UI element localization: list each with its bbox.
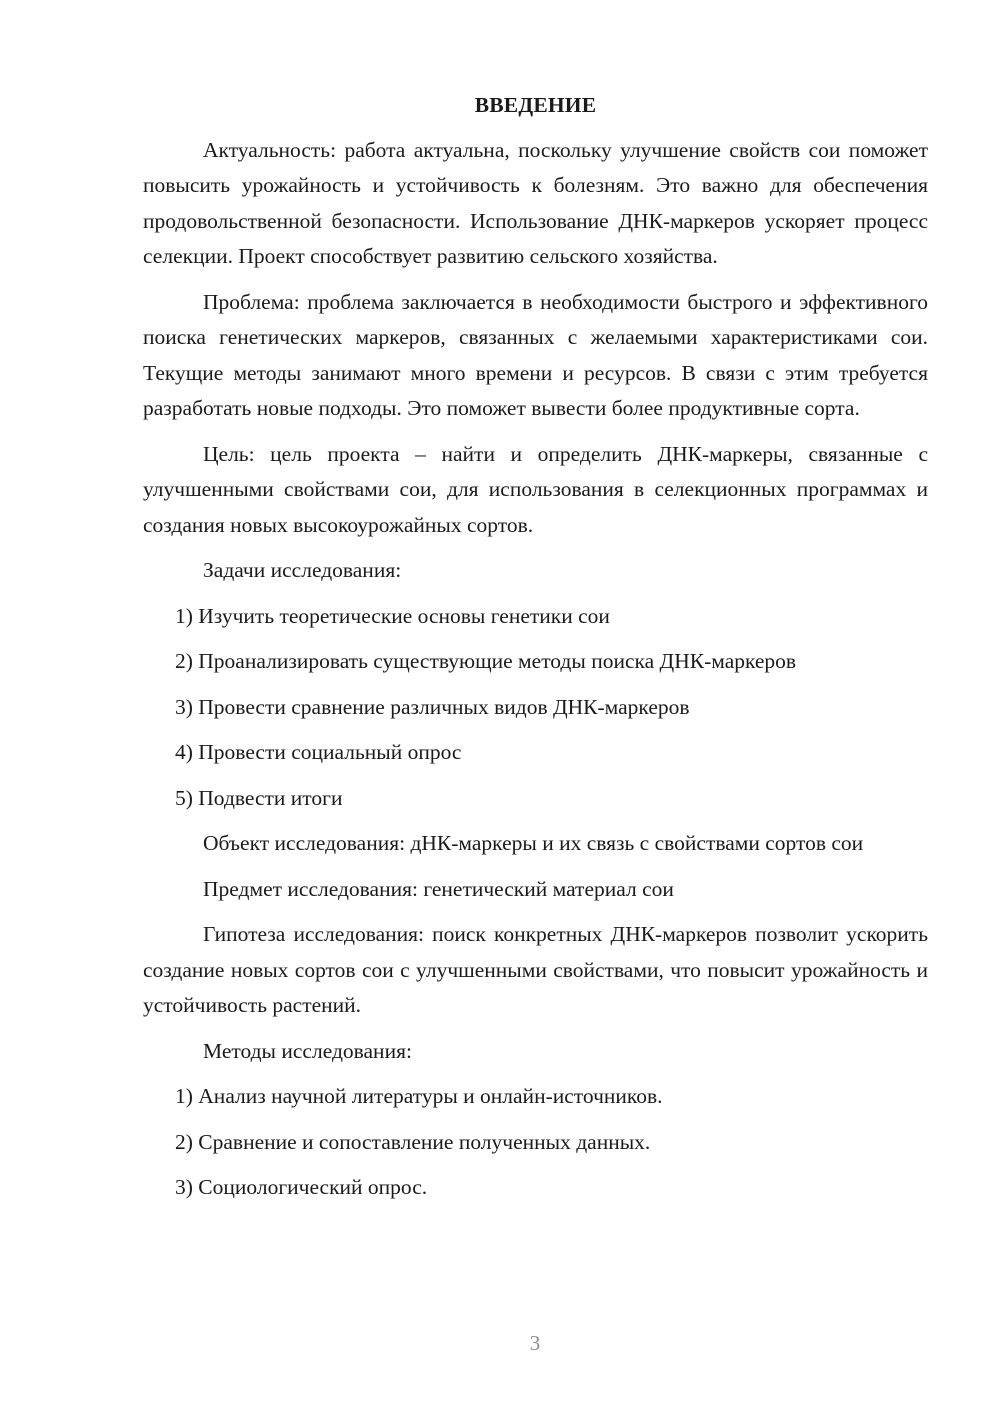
goal-paragraph: Цель: цель проекта – найти и определить ДНК-маркеры, связанные с улучшенными свойствами сои, для использования в селекционных программах и создания новых высокоурожайных сортов. bbox=[143, 441, 928, 537]
list-item: 2) Сравнение и сопоставление полученных данных. bbox=[175, 1129, 651, 1154]
object-paragraph: Объект исследования: дНК-маркеры и их связь с свойствами сортов сои bbox=[203, 831, 864, 855]
subject-paragraph: Предмет исследования: генетический материал сои bbox=[203, 876, 674, 901]
list-item: 3) Провести сравнение различных видов ДНК-маркеров bbox=[175, 694, 690, 719]
relevance-paragraph: Актуальность: работа актуальна, поскольку улучшение свойств сои поможет повысить урожайность и устойчивость к болезням. Это важно для обеспечения продовольственной безопасности. Использование ДНК-маркеров ускоряет процесс селекции. Проект способствует развитию сельского хозяйства. bbox=[143, 137, 928, 268]
list-item: 2) Проанализировать существующие методы поиска ДНК-маркеров bbox=[175, 649, 797, 673]
page-number: 3 bbox=[529, 1331, 541, 1355]
methods-label: Методы исследования: bbox=[203, 1038, 412, 1063]
tasks-label: Задачи исследования: bbox=[203, 558, 402, 582]
list-item: 1) Изучить теоретические основы генетики сои bbox=[175, 603, 610, 628]
tasks-list bbox=[143, 599, 928, 817]
list-item: 1) Анализ научной литературы и онлайн-источников. bbox=[175, 1084, 663, 1108]
problem-paragraph: Проблема: проблема заключается в необходимости быстрого и эффективного поиска генетических маркеров, связанных с желаемыми характеристиками сои. Текущие методы занимают много времени и ресурсов. В связи с этим требуется разработать новые подходы. Это поможет вывести более продуктивные сорта. bbox=[143, 289, 928, 420]
list-item: 3) Социологический опрос. bbox=[175, 1175, 428, 1199]
hypothesis-paragraph: Гипотеза исследования: поиск конкретных ДНК-маркеров позволит ускорить создание новых сортов сои с улучшенными свойствами, что повысит урожайность и устойчивость растений. bbox=[143, 922, 928, 1017]
list-item: 4) Провести социальный опрос bbox=[175, 740, 462, 764]
methods-list bbox=[143, 1079, 928, 1206]
document-page bbox=[143, 88, 928, 1216]
list-item: 5) Подвести итоги bbox=[175, 785, 343, 810]
section-title: ВВЕДЕНИЕ bbox=[474, 93, 597, 117]
